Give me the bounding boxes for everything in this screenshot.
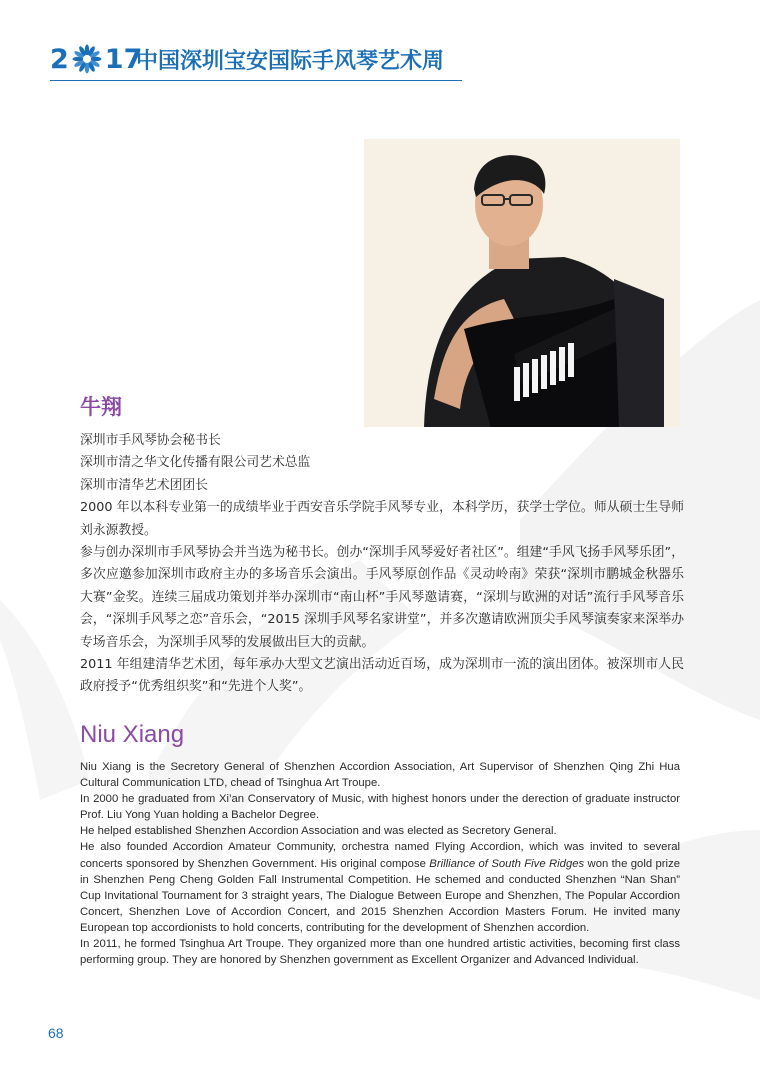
en-paragraph [80, 839, 680, 936]
cn-paragraph: 2011 年组建清华艺术团，每年承办大型文艺演出活动近百场，成为深圳市一流的演出团体。被深圳市人民政府授予“优秀组织奖”和“先进个人奖”。 [80, 657, 684, 695]
cn-paragraph: 深圳市清华艺术团团长 [80, 477, 208, 493]
page-number: 68 [48, 1025, 64, 1041]
event-title: 中国深圳宝安国际手风琴艺术周 [136, 49, 445, 74]
chinese-biography [80, 430, 684, 699]
name-english: Niu Xiang [80, 721, 185, 748]
english-biography [80, 759, 680, 968]
en-paragraph: In 2011, he formed Tsinghua Art Troupe. They organized more than one hundred artistic activities, becoming first class performing group. They are honored by Shenzhen government as Excellent Organizer and Advanced Individual. [80, 938, 680, 967]
en-paragraph: Niu Xiang is the Secretory General of Shenzhen Accordion Association, Art Supervisor of Shenzhen Qing Zhi Hua Cultural Communication LTD, chead of Tsinghua Art Troupe. [80, 761, 680, 790]
header-rule [50, 80, 462, 81]
cn-paragraph: 深圳市手风琴协会秘书长 [80, 433, 221, 448]
en-paragraph: He helped established Shenzhen Accordion Association and was elected as Secretory General. [80, 825, 557, 838]
en-paragraph: In 2000 he graduated from Xi’an Conservatory of Music, with highest honors under the derection of graduate instructor Prof. Liu Yong Yuan holding a Bachelor Degree. [80, 793, 680, 822]
cn-paragraph: 参与创办深圳市手风琴协会并当选为秘书长。创办“深圳手风琴爱好者社区”。组建“手风飞扬手风琴乐团”，多次应邀参加深圳市政府主办的多场音乐会演出。手风琴原创作品《灵动岭南》荣获“深圳市鹏城金秋器乐大赛”金奖。连续三届成功策划并举办深圳市“南山杯”手风琴邀请赛，“深圳与欧洲的对话”流行手风琴音乐会，“深圳手风琴之恋”音乐会，“2015 深圳手风琴名家讲堂”，并多次邀请欧洲顶尖手风琴演奏家来深举办专场音乐会，为深圳手风琴的发展做出巨大的贡献。 [80, 545, 684, 650]
portrait-photo [364, 139, 680, 427]
en-text: He also founded Accordion Amateur Community, orchestra named Flying Accordion, which was invited to several concerts sponsored by Shenzhen Government. His original compose [80, 841, 680, 870]
year-suffix: 17 [104, 43, 143, 75]
name-chinese: 牛翔 [80, 395, 122, 419]
work-title: Brilliance of South Five Ridges [429, 857, 585, 870]
cn-paragraph: 2000 年以本科专业第一的成绩毕业于西安音乐学院手风琴专业，本科学历，获学士学位。师从硕士生导师刘永源教授。 [80, 500, 684, 538]
year-logo [50, 42, 142, 76]
year-prefix: 2 [50, 43, 69, 75]
cn-paragraph: 深圳市清之华文化传播有限公司艺术总监 [80, 455, 311, 471]
en-text: won the gold prize in Shenzhen Peng Cheng Golden Fall Instrumental Competition. He schemed and conducted Shenzhen “Nan Shan” Cup Invitational Tournament for 3 straight years, The Dialogue Between Europe and Shenzhen, The Popular Accordion Concert, Shenzhen Love of Accordion Concert, and 2015 Shenzhen Accordion Masters Forum. He invited many European top accordionists to hold concerts, contributing for the development of Shenzhen accordion. [80, 857, 681, 934]
flower-logo-icon [70, 44, 104, 74]
page-header [50, 38, 462, 82]
portrait-illustration [364, 139, 680, 427]
